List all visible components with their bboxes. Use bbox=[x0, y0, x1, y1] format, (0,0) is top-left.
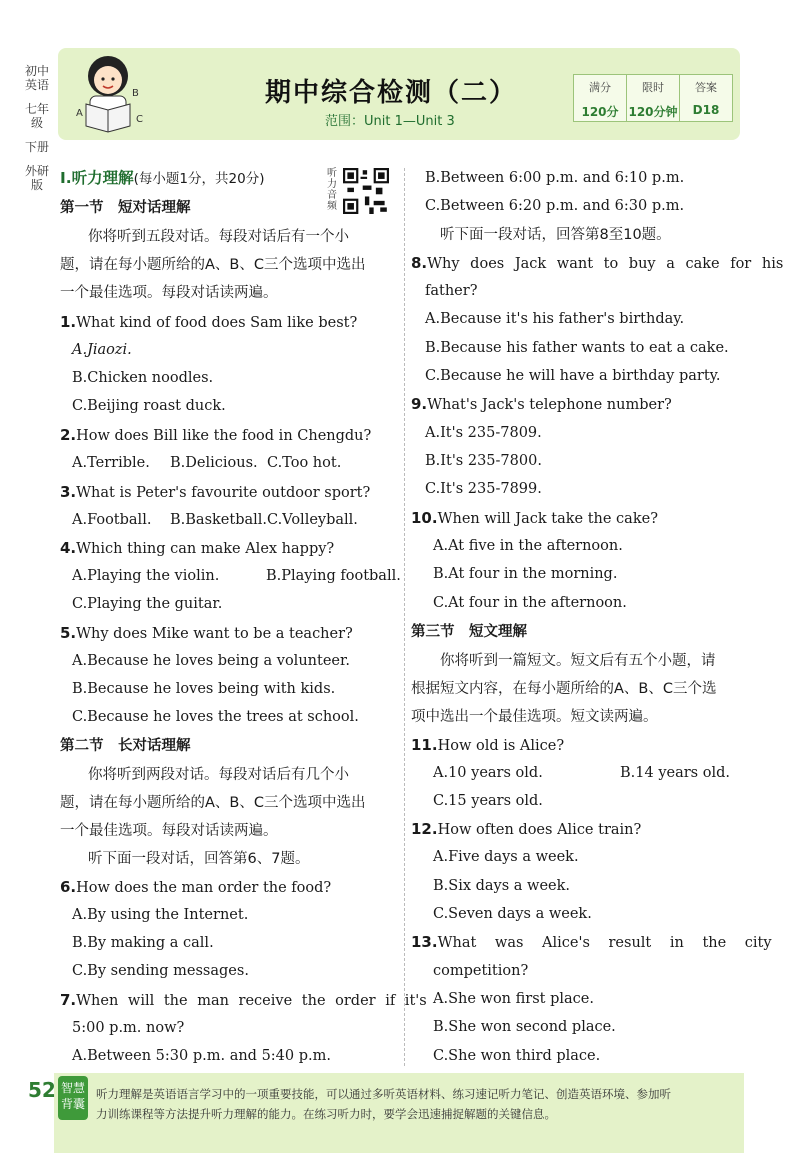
dialogue-instruction: 听下面一段对话，回答第6、7题。 bbox=[88, 851, 310, 867]
question-number: 1. bbox=[60, 313, 77, 331]
section2-instruction: 一个最佳选项。每段对话读两遍。 bbox=[60, 823, 278, 839]
sidebar-book-info bbox=[22, 64, 52, 202]
page-title: 期中综合检测（二） bbox=[265, 78, 518, 108]
question-12 bbox=[411, 819, 641, 840]
option: B.14 years old. bbox=[620, 765, 730, 781]
score-value: D18 bbox=[692, 103, 720, 117]
option: C.Because he will have a birthday party. bbox=[425, 368, 721, 384]
option: A.Five days a week. bbox=[433, 849, 579, 865]
question-text: How does the man order the food? bbox=[76, 880, 332, 896]
option: C.Too hot. bbox=[267, 455, 342, 471]
question-number: 12. bbox=[411, 820, 438, 838]
question-number: 10. bbox=[411, 509, 438, 527]
score-label: 满分 bbox=[589, 81, 611, 94]
part1-note: (每小题1分，共20分) bbox=[133, 171, 265, 187]
option: C.Between 6:20 p.m. and 6:30 p.m. bbox=[425, 198, 685, 214]
question-4 bbox=[60, 538, 334, 559]
option: A.She won first place. bbox=[433, 991, 594, 1007]
option: B.She won second place. bbox=[433, 1019, 616, 1035]
question-text-continued: father? bbox=[425, 283, 478, 299]
option: C.At four in the afternoon. bbox=[433, 595, 627, 611]
option: B.Playing football. bbox=[266, 568, 401, 584]
score-box-full-marks bbox=[573, 74, 627, 122]
dialogue-instruction: 听下面一段对话，回答第8至10题。 bbox=[440, 227, 671, 243]
sidebar-label: 外研版 bbox=[24, 164, 49, 192]
question-text: What's Jack's telephone number? bbox=[427, 397, 672, 413]
score-label: 答案 bbox=[695, 81, 717, 94]
option: A.Playing the violin. bbox=[72, 568, 220, 584]
question-text: How does Bill like the food in Chengdu? bbox=[76, 428, 372, 444]
section1-instruction: 一个最佳选项。每段对话读两遍。 bbox=[60, 285, 278, 301]
option: C.Playing the guitar. bbox=[72, 596, 223, 612]
section1-heading: 第一节 短对话理解 bbox=[60, 200, 191, 216]
option: C.She won third place. bbox=[433, 1048, 601, 1064]
svg-text:A: A bbox=[76, 108, 83, 119]
question-number: 11. bbox=[411, 736, 438, 754]
question-9 bbox=[411, 394, 672, 415]
question-text: What was Alice's result in the city bbox=[437, 935, 772, 951]
option: B.Chicken noodles. bbox=[72, 370, 214, 386]
svg-text:B: B bbox=[132, 88, 139, 99]
option: A.10 years old. bbox=[433, 765, 543, 781]
option: B.Because he loves being with kids. bbox=[72, 681, 336, 697]
scope-label: 范围：Unit 1—Unit 3 bbox=[325, 114, 455, 129]
tip-line: 听力理解是英语语言学习中的一项重要技能，可以通过多听英语材料、练习速记听力笔记、创造英语环境、参加听 bbox=[96, 1087, 671, 1101]
section2-instruction: 你将听到两段对话。每段对话后有几个小 bbox=[88, 767, 349, 783]
question-number: 6. bbox=[60, 878, 77, 896]
sidebar-label: 七年级 bbox=[24, 102, 49, 130]
question-text: Why does Mike want to be a teacher? bbox=[76, 626, 353, 642]
option: A.Between 5:30 p.m. and 5:40 p.m. bbox=[72, 1048, 331, 1064]
section2-instruction: 题，请在每小题所给的A、B、C三个选项中选出 bbox=[60, 795, 366, 811]
question-text: What is Peter's favourite outdoor sport? bbox=[76, 485, 371, 501]
option: B.Between 6:00 p.m. and 6:10 p.m. bbox=[425, 170, 685, 186]
score-label: 限时 bbox=[642, 81, 664, 94]
option: C.Beijing roast duck. bbox=[72, 398, 226, 414]
section3-instruction: 项中选出一个最佳选项。短文读两遍。 bbox=[411, 709, 658, 725]
score-value: 120分钟 bbox=[628, 105, 678, 119]
question-13 bbox=[411, 932, 772, 953]
tip-badge: 智慧背囊 bbox=[58, 1076, 88, 1120]
question-text: How often does Alice train? bbox=[437, 822, 642, 838]
option: B.By making a call. bbox=[72, 935, 214, 951]
section1-instruction: 题，请在每小题所给的A、B、C三个选项中选出 bbox=[60, 257, 366, 273]
option: A.Terrible. bbox=[72, 455, 150, 471]
qr-label: 听力音频 bbox=[327, 168, 337, 212]
tip-line: 力训练课程等方法提升听力理解的能力。在练习听力时，要学会迅速捕捉解题的关键信息。 bbox=[96, 1107, 556, 1121]
option: A.It's 235-7809. bbox=[425, 425, 542, 441]
score-box-answer bbox=[679, 74, 733, 122]
question-text-continued: competition? bbox=[433, 963, 529, 979]
column-divider bbox=[404, 168, 405, 1066]
question-3 bbox=[60, 482, 370, 503]
option: C.Seven days a week. bbox=[433, 906, 592, 922]
score-box-time-limit bbox=[626, 74, 680, 122]
sidebar-label: 下册 bbox=[24, 140, 49, 154]
option: B.Basketball. bbox=[170, 512, 268, 528]
question-number: 5. bbox=[60, 624, 77, 642]
question-text: When will the man receive the order if it's bbox=[76, 993, 427, 1009]
option: A.Because he loves being a volunteer. bbox=[72, 653, 350, 669]
question-number: 9. bbox=[411, 395, 428, 413]
option: B.At four in the morning. bbox=[433, 566, 618, 582]
option: C.15 years old. bbox=[433, 793, 543, 809]
question-10 bbox=[411, 508, 658, 529]
qr-code-icon[interactable] bbox=[343, 168, 389, 214]
option: B.Six days a week. bbox=[433, 878, 571, 894]
option: B.Delicious. bbox=[170, 455, 258, 471]
section3-heading: 第三节 短文理解 bbox=[411, 624, 527, 640]
sidebar-label: 初中英语 bbox=[24, 64, 49, 92]
question-1 bbox=[60, 312, 357, 333]
option: A.By using the Internet. bbox=[72, 907, 249, 923]
score-value: 120分 bbox=[581, 105, 619, 119]
section3-instruction: 你将听到一篇短文。短文后有五个小题，请 bbox=[440, 653, 716, 669]
option: B.Because his father wants to eat a cake. bbox=[425, 340, 729, 356]
section3-instruction: 根据短文内容，在每小题所给的A、B、C三个选 bbox=[411, 681, 717, 697]
option: A.Football. bbox=[72, 512, 152, 528]
question-text-continued: 5:00 p.m. now? bbox=[72, 1020, 185, 1036]
question-number: 2. bbox=[60, 426, 77, 444]
question-number: 8. bbox=[411, 254, 428, 272]
question-number: 13. bbox=[411, 933, 438, 951]
option: C.By sending messages. bbox=[72, 963, 249, 979]
tip-text bbox=[96, 1084, 736, 1124]
question-text: Why does Jack want to buy a cake for his bbox=[427, 256, 784, 272]
question-7 bbox=[60, 990, 427, 1011]
svg-text:C: C bbox=[136, 114, 143, 125]
question-2 bbox=[60, 425, 371, 446]
question-text: Which thing can make Alex happy? bbox=[76, 541, 335, 557]
question-text: When will Jack take the cake? bbox=[437, 511, 658, 527]
reading-girl-illustration-icon bbox=[62, 46, 158, 142]
section1-instruction: 你将听到五段对话。每段对话后有一个小 bbox=[88, 229, 349, 245]
question-5 bbox=[60, 623, 353, 644]
option: A.Jiaozi. bbox=[72, 342, 132, 358]
question-number: 4. bbox=[60, 539, 77, 557]
part1-title: Ⅰ.听力理解 bbox=[60, 169, 134, 187]
option: A.Because it's his father's birthday. bbox=[425, 311, 685, 327]
option: B.It's 235-7800. bbox=[425, 453, 542, 469]
option: C.It's 235-7899. bbox=[425, 481, 542, 497]
question-8 bbox=[411, 253, 783, 274]
option: C.Volleyball. bbox=[267, 512, 358, 528]
part1-heading bbox=[60, 168, 264, 189]
question-text: How old is Alice? bbox=[437, 738, 565, 754]
section2-heading: 第二节 长对话理解 bbox=[60, 738, 191, 754]
question-text: What kind of food does Sam like best? bbox=[76, 315, 358, 331]
option: A.At five in the afternoon. bbox=[433, 538, 623, 554]
question-number: 7. bbox=[60, 991, 77, 1009]
question-11 bbox=[411, 735, 564, 756]
question-6 bbox=[60, 877, 331, 898]
question-number: 3. bbox=[60, 483, 77, 501]
option: C.Because he loves the trees at school. bbox=[72, 709, 359, 725]
page-number: 52 bbox=[28, 1078, 56, 1102]
